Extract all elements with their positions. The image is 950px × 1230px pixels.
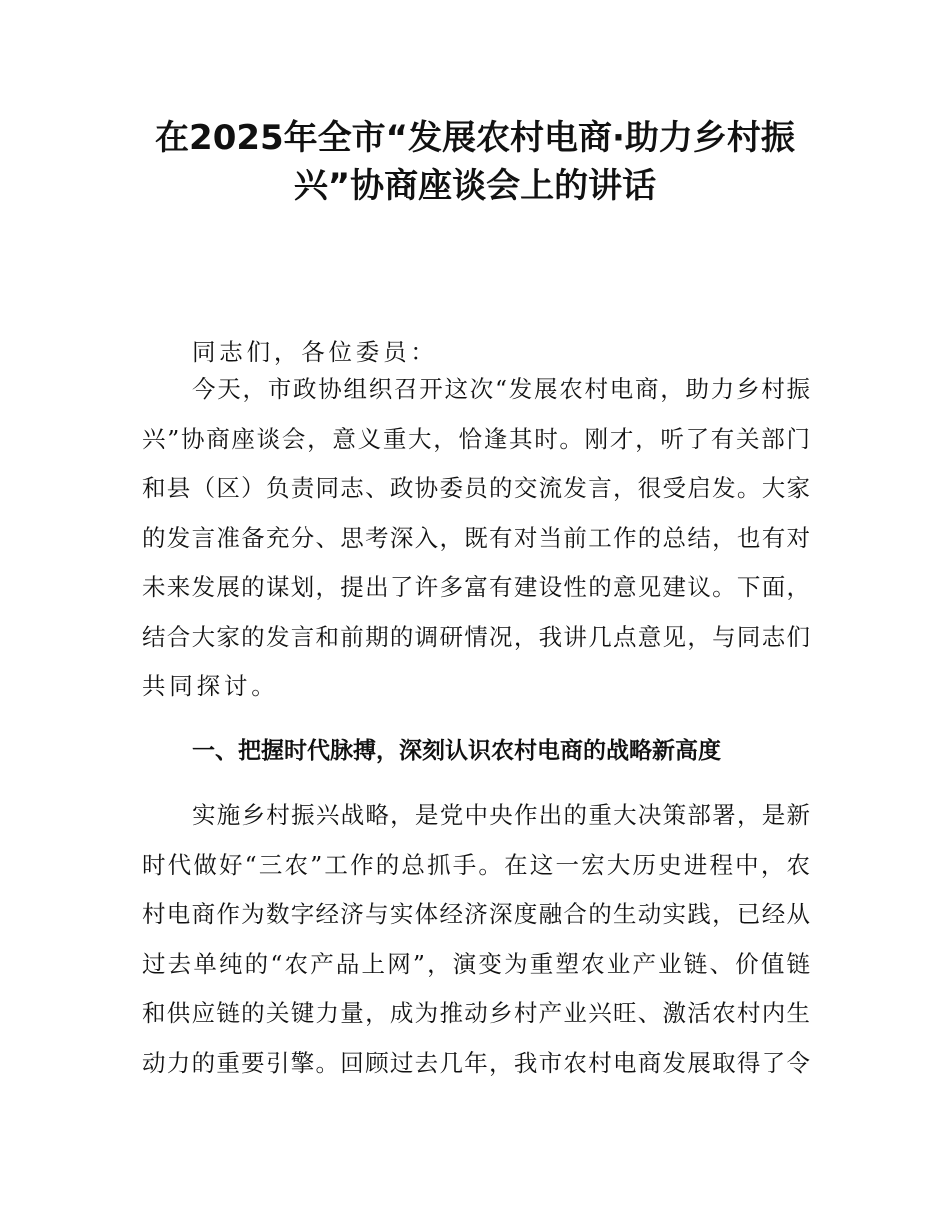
paragraph-2: [142, 791, 810, 1088]
paragraph-line: 时代做好“三农”工作的总抓手。在这一宏大历史进程中，农: [142, 850, 810, 879]
salutation: 同志们，各位委员：: [192, 338, 438, 366]
paragraph-line: 兴”协商座谈会，意义重大，恰逢其时。刚才，听了有关部门: [142, 424, 810, 453]
paragraph-1: [142, 365, 810, 712]
paragraph-line: 实施乡村振兴战略，是党中央作出的重大决策部署，是新: [192, 801, 810, 829]
paragraph-line: 共同探讨。: [142, 672, 279, 700]
paragraph-line: 过去单纯的“农产品上网”，演变为重塑农业产业链、价值链: [142, 949, 810, 978]
paragraph-line: 今天，市政协组织召开这次“发展农村电商，助力乡村振: [192, 375, 810, 403]
paragraph-line: 村电商作为数字经济与实体经济深度融合的生动实践，已经从: [142, 900, 810, 928]
title-line: 在2025年全市“发展农村电商·助力乡村振: [155, 118, 795, 158]
document-title: [120, 114, 830, 210]
paragraph-line: 和县（区）负责同志、政协委员的交流发言，很受启发。大家: [142, 474, 810, 502]
title-line: 兴”协商座谈会上的讲话: [293, 166, 657, 206]
section-heading-block: [142, 727, 810, 777]
section-heading: 一、把握时代脉搏，深刻认识农村电商的战略新高度: [192, 738, 721, 764]
paragraph-line: 未来发展的谋划，提出了许多富有建设性的意见建议。下面，: [142, 573, 810, 601]
paragraph-line: 和供应链的关键力量，成为推动乡村产业兴旺、激活农村内生: [142, 999, 810, 1027]
paragraph-line: 动力的重要引擎。回顾过去几年，我市农村电商发展取得了令: [142, 1048, 810, 1077]
paragraph-line: 结合大家的发言和前期的调研情况，我讲几点意见，与同志们: [142, 622, 810, 651]
paragraph-line: 的发言准备充分、思考深入，既有对当前工作的总结，也有对: [142, 523, 810, 552]
